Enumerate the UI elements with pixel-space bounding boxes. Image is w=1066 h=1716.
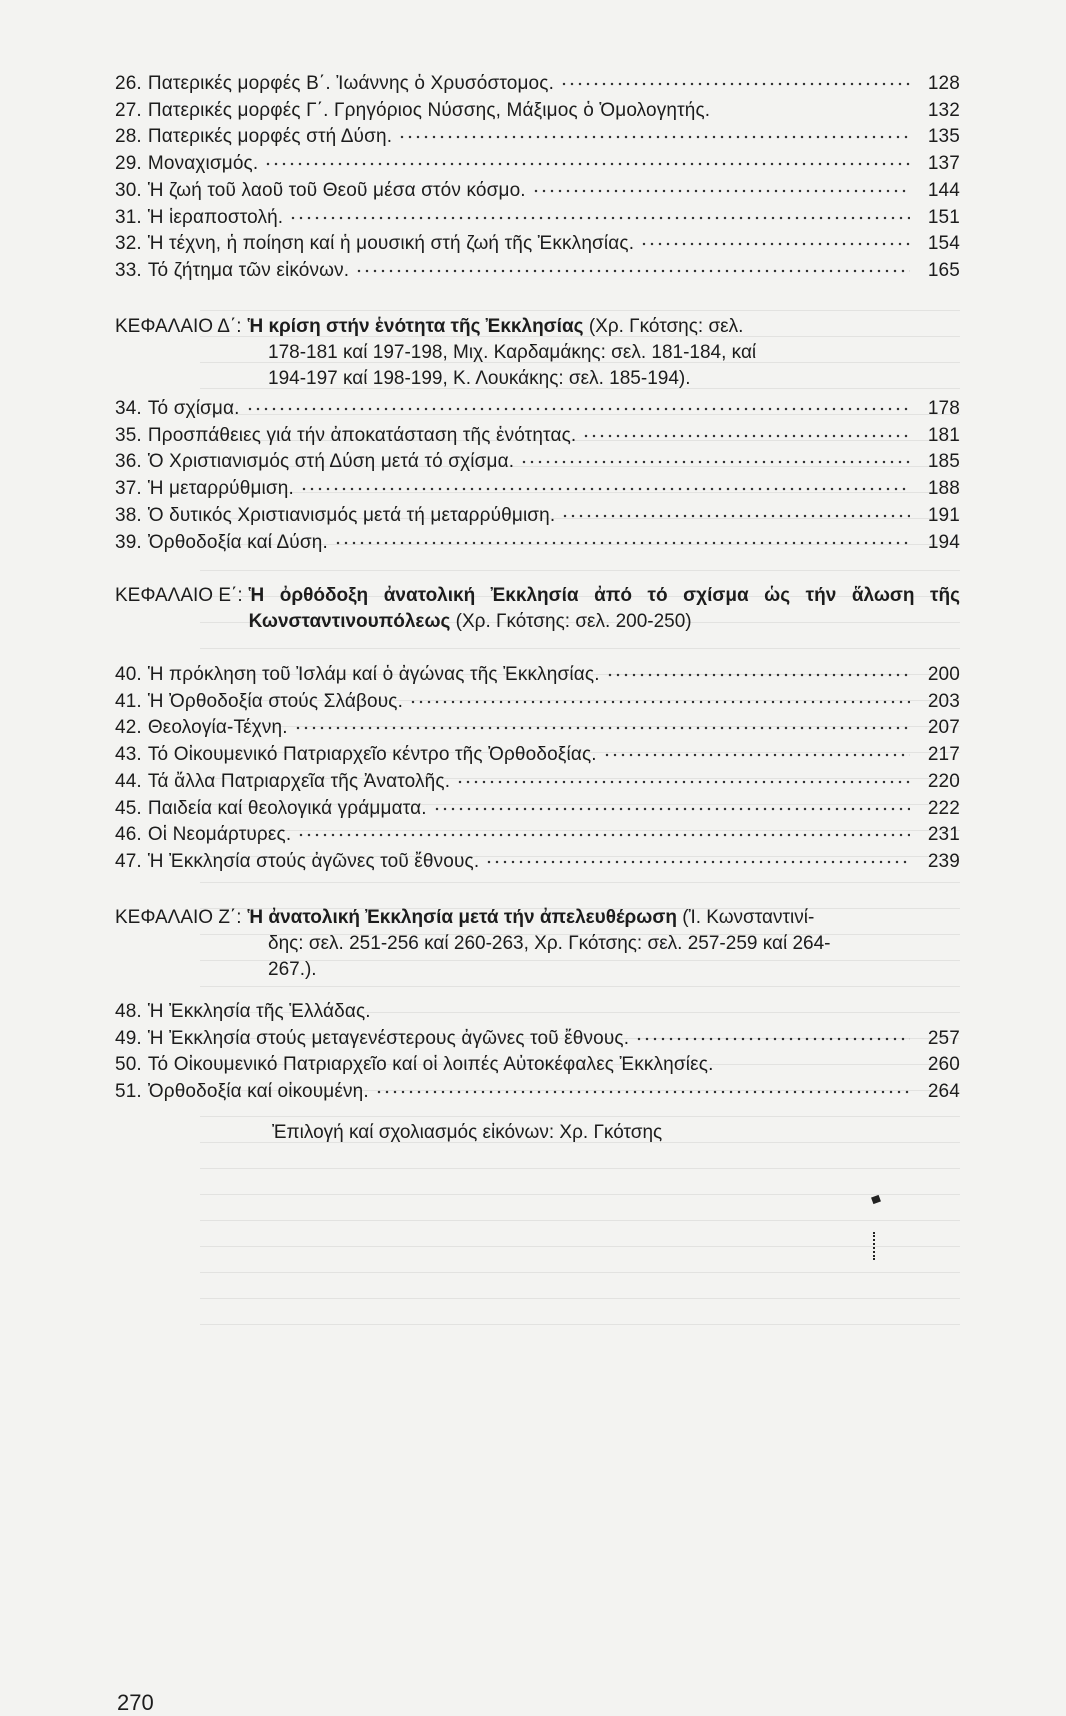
toc-entry-page: 217 [927,744,960,766]
toc-entry-title: Ἡ τέχνη, ἡ ποίηση καί ἡ μουσική στή ζωή τῆς Ἐκκλησίας. [147,233,635,255]
toc-entry-number: 39. [115,531,142,553]
chapter-d [115,314,960,392]
toc-leader-dots [398,133,910,141]
toc-entry-number: 44. [115,770,142,792]
toc-entry-number: 38. [115,504,142,526]
chapter-e-label: ΚΕΦΑΛΑΙΟ Ε΄: [115,585,243,606]
toc-entry-page: 132 [927,99,960,121]
toc-entry [115,663,960,687]
toc-entry-page: 151 [927,206,960,228]
toc-entry-title: Πατερικές μορφές στή Δύση. [147,126,393,148]
toc-entry-title: Τό Οἰκουμενικό Πατριαρχεῖο καί οἱ λοιπές Αὐτοκέφαλες Ἐκκλησίες. [147,1054,714,1076]
toc-entry-title: Ἡ Ἐκκλησία στούς μεταγενέστερους ἀγῶνες τοῦ ἔθνους. [147,1027,630,1049]
toc-entry-number: 46. [115,824,142,846]
toc-entry-number: 27. [115,99,142,121]
toc-entry-number: 50. [115,1054,142,1076]
toc-entry-title: Τά ἄλλα Πατριαρχεῖα τῆς Ἀνατολῆς. [147,770,451,792]
chapter-d-label: ΚΕΦΑΛΑΙΟ Δ΄: [115,316,242,337]
ink-mark-dotted [873,1232,879,1260]
toc-leader-dots [297,831,910,839]
toc-entry-number: 29. [115,153,142,175]
toc-entry [115,72,960,96]
toc-entry-page: 239 [927,850,960,872]
toc-entry-title: Ὀρθοδοξία καί οἰκουμένη. [147,1081,369,1103]
toc-entry-title: Τό σχίσμα. [147,398,240,419]
image-credits: Ἐπιλογή καί σχολιασμός εἰκόνων: Χρ. Γκότσης [272,1122,663,1143]
toc-entry-number: 41. [115,690,142,712]
toc-leader-dots [640,240,910,248]
toc-entry-number: 40. [115,664,142,685]
toc-leader-dots [264,160,910,168]
toc-entry-page: 207 [927,717,960,739]
toc-entry-title: Θεολογία-Τέχνη. [147,717,288,739]
ink-mark [871,1195,881,1204]
toc-entry-title: Ἡ Ἐκκλησία τῆς Ἑλλάδας. [147,1001,371,1022]
toc-leader-dots [582,432,910,440]
toc-entry-page: 178 [927,398,960,419]
toc-leader-dots [289,214,910,222]
toc-entry [115,823,960,847]
toc-entry [115,424,960,448]
page-number: 270 [117,1690,154,1715]
chapter-z-credits-2: δης: σελ. 251-256 καί 260-263, Χρ. Γκότσης: σελ. 257-259 καί 264- [268,933,831,954]
toc-entry-page: 220 [927,770,960,792]
toc-entry [115,1053,960,1077]
toc-entry [115,1080,960,1104]
toc-leader-dots [532,187,910,195]
toc-entry-number: 36. [115,451,142,473]
toc-entry-number: 34. [115,398,142,419]
toc-entry [115,397,960,421]
toc-entry-page: 128 [927,73,960,94]
toc-entry-number: 35. [115,424,142,446]
toc-entry [115,1027,960,1051]
chapter-z-heading: Ἡ ἀνατολική Ἐκκλησία μετά τήν ἀπελευθέρωση [247,907,677,928]
toc-entry-number: 26. [115,73,142,94]
toc-entry-title: Τό ζήτημα τῶν εἰκόνων. [147,259,350,281]
toc-leader-dots [433,805,910,813]
toc-entry-number: 47. [115,850,142,872]
toc-entry-page: 191 [927,504,960,526]
toc-entry-number: 33. [115,259,142,281]
toc-leader-dots [334,539,910,547]
toc-entry-number: 31. [115,206,142,228]
toc-entry-page: 181 [927,424,960,446]
toc-entry-page: 137 [927,153,960,175]
toc-entry [115,125,960,149]
toc-entry [115,232,960,256]
toc-entry-title: Προσπάθειες γιά τήν ἀποκατάσταση τῆς ἑνότητας. [147,424,577,446]
toc-entry-number: 37. [115,478,142,500]
toc-entry-page: 231 [927,824,960,846]
chapter-z-label: ΚΕΦΑΛΑΙΟ Ζ΄: [115,907,242,928]
toc-leader-dots [375,1088,910,1096]
toc-entry-title: Ἡ Ὀρθοδοξία στούς Σλάβους. [147,690,404,712]
toc-entry [115,259,960,283]
toc-entry-title: Ὁ Χριστιανισμός στή Δύση μετά τό σχίσμα. [147,451,515,473]
toc-entry-page: 257 [927,1027,960,1049]
toc-entry [115,850,960,874]
toc-entry-title: Παιδεία καί θεολογικά γράμματα. [147,797,427,819]
toc-entry [115,477,960,501]
toc-leader-dots [294,724,910,732]
toc-entry [115,770,960,794]
toc-entry-title: Πατερικές μορφές Β΄. Ἰωάννης ὁ Χρυσόστομος. [147,73,554,94]
toc-entry-title: Ἡ ζωή τοῦ λαοῦ τοῦ Θεοῦ μέσα στόν κόσμο. [147,179,526,201]
toc-entry-title: Μοναχισμός. [147,153,259,175]
toc-entry-title: Ἡ πρόκληση τοῦ Ἰσλάμ καί ὁ ἀγώνας τῆς Ἐκκλησίας. [147,664,600,685]
toc-leader-dots [606,671,910,679]
chapter-z [115,905,960,983]
toc-entry-page: 185 [927,451,960,473]
chapter-e-credits: (Χρ. Γκότσης: σελ. 200-250) [455,611,692,632]
toc-entry-title: Ὀρθοδοξία καί Δύση. [147,531,328,553]
toc-leader-dots [456,778,910,786]
toc-entry-title: Ἡ ἱεραποστολή. [147,206,284,228]
toc-entry-number: 45. [115,797,142,819]
toc-entry [115,1000,960,1024]
toc-entry [115,797,960,821]
toc-leader-dots [485,858,910,866]
toc-entry [115,152,960,176]
chapter-z-credits-1: (Ἰ. Κωνσταντινί- [682,907,815,928]
toc-leader-dots [561,512,910,520]
toc-entry [115,450,960,474]
toc-entry-number: 30. [115,179,142,201]
toc-entry-page: 188 [927,478,960,500]
toc-entry [115,716,960,740]
chapter-z-credits-3: 267.). [268,959,317,980]
toc-entry-page: 222 [927,797,960,819]
chapter-d-heading: Ἡ κρίση στήν ἑνότητα τῆς Ἐκκλησίας [247,316,584,337]
toc-leader-dots [520,458,910,466]
toc-entry-title: Ἡ μεταρρύθμιση. [147,478,294,500]
toc-entry-page: 154 [927,233,960,255]
toc-entry-title: Πατερικές μορφές Γ΄. Γρηγόριος Νύσσης, Μάξιμος ὁ Ὁμολογητής. [147,99,711,121]
toc-entry [115,206,960,230]
toc-entry-number: 51. [115,1081,142,1103]
toc-leader-dots [603,751,910,759]
toc-entry [115,531,960,555]
toc-entry [115,743,960,767]
toc-leader-dots [409,698,910,706]
toc-entry-number: 42. [115,717,142,739]
chapter-e [115,583,960,635]
toc-leader-dots [635,1035,910,1043]
toc-entry-page: 203 [927,690,960,712]
toc-entry-number: 28. [115,126,142,148]
toc-entry-title: Ὁ δυτικός Χριστιανισμός μετά τή μεταρρύθμιση. [147,504,556,526]
toc-entry-page: 200 [927,664,960,685]
toc-entry-page: 194 [927,531,960,553]
toc-entry-page: 135 [927,126,960,148]
toc-entry-number: 48. [115,1001,142,1022]
toc-leader-dots [355,267,910,275]
toc-entry [115,99,960,123]
toc-entry [115,179,960,203]
toc-entry-title: Οἱ Νεομάρτυρες. [147,824,292,846]
toc-entry-number: 32. [115,233,142,255]
toc-entry-title: Ἡ Ἐκκλησία στούς ἀγῶνες τοῦ ἔθνους. [147,850,480,872]
chapter-d-credits-2: 178-181 καί 197-198, Μιχ. Καρδαμάκης: σελ. 181-184, καί [268,342,757,363]
chapter-d-credits-1: (Χρ. Γκότσης: σελ. [588,316,744,337]
toc-entry [115,690,960,714]
toc-entry-page: 264 [927,1081,960,1103]
toc-entry-title: Τό Οἰκουμενικό Πατριαρχεῖο κέντρο τῆς Ὀρθοδοξίας. [147,744,597,766]
toc-entry-page: 165 [927,259,960,281]
toc-entry-number: 43. [115,744,142,766]
toc-entry-page: 144 [927,179,960,201]
toc-leader-dots [300,485,910,493]
toc-entry-page: 260 [927,1054,960,1076]
toc-entry [115,504,960,528]
toc-entry-number: 49. [115,1027,142,1049]
chapter-d-credits-3: 194-197 καί 198-199, Κ. Λουκάκης: σελ. 185-194). [268,368,691,389]
chapter-e-heading: Ἡ ὀρθόδοξη ἀνατολική Ἐκκλησία ἀπό τό σχίσμα ὡς τήν ἅλωση τῆς Κωνσταντινουπόλεως [248,585,960,632]
toc-leader-dots [560,80,910,88]
toc-leader-dots [246,405,910,413]
